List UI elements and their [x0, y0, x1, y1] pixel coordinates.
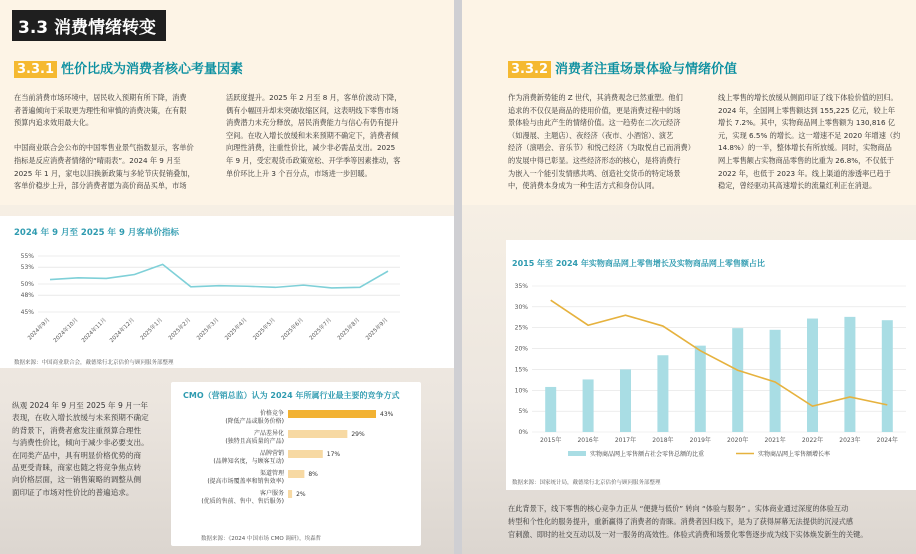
paragraph-col2: 线上零售的增长放缓从侧面印证了线下体验价值的回归。 2024 年，全国网上零售额达到 155,225 亿元，较上年 增长 7.2%。其中，实物商品网上零售额为 130,816 亿 元，实现 6.5% 的增长。这一增速不足 2020 年增速（约 14.8%）的一半，整体增长有所放缓。同时，实物商品 网上零售额占实物商品零售的比重为 26.8%，不仅低于 2022 年，也低于 2023 年。线上渠道的渗透率已趋于 稳定，曾经驱动其高速增长的流量红利正在消退。 [718, 93, 901, 191]
bar [844, 317, 855, 432]
page-gutter [454, 0, 462, 554]
x-tick-label: 2025年5月 [252, 317, 277, 342]
y-tick-label: 50% [20, 281, 34, 288]
bar [583, 379, 594, 432]
category-label: (优质的售前、售中、售后服务) [201, 498, 284, 505]
x-tick-label: 2017年 [614, 437, 637, 444]
bar [732, 328, 743, 432]
bar [882, 320, 893, 432]
chart-source: 数据来源：国家统计局，戴德梁行北京估价与顾问服务部整理 [512, 480, 661, 486]
x-tick-label: 2016年 [577, 437, 599, 444]
y-tick-label: 45% [20, 309, 34, 316]
x-tick-label: 2025年3月 [196, 317, 221, 342]
x-tick-label: 2024年12月 [109, 317, 136, 345]
x-tick-label: 2025年2月 [167, 317, 193, 342]
section-number: 3.3.2 [508, 61, 551, 78]
combo-chart [506, 260, 916, 480]
bottom-paragraph: 纵观 2024 年 9 月至 2025 年 9 月一年 表现，在收入增长放缓与未来预期不确定 的背景下，消费者愈发注重预算合理性 与消费性价比，倾向于减少非必要支出。 在同类产品中，具有明显价格优势的商 品更受青睐，商家也随之将竞争焦点转 向价格层面，这一销售策略的调整从侧 面印证了市场对性价比的普遍追求。 [12, 401, 149, 497]
y-tick-label: 15% [514, 366, 528, 374]
x-tick-label: 2021年 [764, 437, 786, 444]
section-title: 性价比成为消费者核心考量因素 [61, 62, 244, 77]
bar [807, 319, 818, 432]
y-tick-label: 25% [514, 324, 528, 332]
bar [695, 346, 706, 432]
hbar-chart-card [171, 382, 421, 546]
category-label: (独特且高质量的产品) [225, 438, 284, 445]
paragraph-col1: 作为消费新势能的 Z 世代，其消费观念已然重塑。他们 追求的不仅仅是商品的使用价值，更是消费过程中的场 景体验与由此产生的情绪价值。这一趋势在二次元经济 （如漫展、主题店）、夜经济（夜市、小酒馆）、演艺 经济（演唱会、音乐节）和悦己经济（为取悦自己而消费） 的发展中得已彰显。这些经济形态的核心，是将消费行 为嵌入一个能引发情感共鸣、创造社交货币的特定场景 中，使消费本身成为一种生活方式和身份认同。 [508, 93, 695, 191]
bar [288, 470, 304, 478]
legend-label: 实物商品网上零售额增长率 [758, 451, 831, 458]
bar [545, 387, 556, 432]
value-label: 17% [326, 451, 341, 458]
chart-source: 数据来源：《2024 中国市场 CMO 调研》，埃森哲 [201, 536, 322, 542]
bottom-paragraph: 在此背景下，线下零售的核心竞争力正从 “便捷与低价” 转向 “体验与服务” 。实体商业通过深度的体验互动 转型和个性化的服务提升，重新赢得了消费者的青睐。消费者因归线下，是为了获得屏幕无法提供的沉浸式感 官刺激、即时的社交互动以及一对一服务的高效性。体验式消费和场景化零售逐步成为线下实体焕发新生的关键。 [508, 504, 868, 539]
paragraph-col1: 在当前消费市场环境中，居民收入预期有所下降，消费 者普遍倾向于采取更为理性和审慎的消费决策，在有限 预算内追求效用最大化。 中国商业联合会公布的中国零售业景气指数显示，客单价 指标是反应消费者情绪的“晴雨表”。2024 年 9 月至 2025 年 1 月，家电以旧换新政策与多轮节庆促销叠加， 客单价稳步上升，部分消费者愿为高价商品买单，市场 [14, 93, 195, 191]
category-label: (降低产品或服务价格) [225, 418, 284, 425]
legend-label: 实物商品网上零售额占社会零售总额的比重 [590, 451, 705, 458]
category-label: 渠道管理 [259, 470, 284, 477]
section-heading [14, 58, 243, 78]
y-tick-label: 10% [514, 387, 528, 395]
y-tick-label: 53% [20, 264, 34, 272]
bar [288, 430, 347, 438]
value-label: 8% [308, 471, 318, 478]
y-tick-label: 55% [20, 253, 34, 260]
x-tick-label: 2015年 [540, 437, 562, 444]
right-page [462, 0, 916, 554]
x-tick-label: 2024年10月 [52, 317, 80, 345]
chart-title: 2015 年至 2024 年实物商品网上零售增长及实物商品网上零售额占比 [512, 259, 765, 268]
x-tick-label: 2024年9月 [27, 317, 52, 342]
left-page [0, 0, 454, 554]
value-label: 43% [380, 411, 394, 418]
x-tick-label: 2025年8月 [336, 317, 362, 342]
x-tick-label: 2024年 [876, 437, 898, 444]
section-title: 消费者注重场景体验与情绪价值 [555, 62, 738, 77]
x-tick-label: 2025年4月 [224, 317, 249, 342]
line-chart-card [0, 216, 454, 368]
hbar-chart [171, 404, 421, 534]
combo-chart-card [506, 240, 916, 490]
line-chart [0, 216, 454, 356]
x-tick-label: 2025年9月 [365, 317, 390, 342]
y-tick-label: 5% [518, 408, 528, 416]
y-tick-label: 20% [514, 345, 528, 353]
x-tick-label: 2019年 [689, 437, 711, 444]
bar [657, 355, 668, 432]
paragraph-col2: 活跃度提升。2025 年 2 月至 8 月，客单价波动下降， 偶有小幅回升却未突破收缩区间，这表明线下零售市场 消费潜力未充分释放，居民消费能力与信心有仍有提升 空间。在收入增长放缓和未来预期不确定下，消费者倾 向理性消费，注重性价比，减少非必需品支出。2025 年 9 月，受宏观货币政策宽松、开学季等因素推动，客 单价环比上升 3 个百分点，市场进一步回暖。 [226, 93, 402, 178]
bar [288, 450, 323, 458]
x-tick-label: 2023年 [839, 437, 861, 444]
x-tick-label: 2025年7月 [308, 317, 334, 342]
x-tick-label: 2020年 [727, 437, 749, 444]
value-label: 29% [351, 431, 365, 438]
value-label: 2% [296, 491, 306, 498]
section-heading [508, 58, 737, 78]
x-tick-label: 2025年1月 [139, 317, 165, 342]
category-label: (品牌知名度，与顾客互动) [213, 458, 284, 465]
series-line [50, 264, 388, 288]
y-tick-label: 48% [20, 292, 34, 300]
y-tick-label: 30% [514, 303, 528, 311]
x-tick-label: 2018年 [652, 437, 674, 444]
chart-title: 2024 年 9 月至 2025 年 9 月客单价指标 [14, 228, 179, 238]
bar [288, 410, 376, 418]
category-label: 客户服务 [259, 490, 284, 497]
x-tick-label: 2025年6月 [280, 317, 305, 342]
x-tick-label: 2024年11月 [80, 317, 108, 345]
category-label: 价格竞争 [259, 410, 284, 417]
y-tick-label: 35% [514, 283, 528, 290]
chart-title: CMO（营销总监）认为 2024 年所属行业最主要的竞争方式 [183, 391, 400, 400]
y-tick-label: 0% [518, 429, 528, 436]
category-label: (提高市场覆盖率和销售效率) [207, 478, 284, 485]
bar [288, 490, 292, 498]
chart-source: 数据来源：中国商业联合会，戴德梁行北京估价与顾问服务部整理 [14, 360, 174, 366]
category-label: 产品差异化 [253, 430, 284, 437]
chapter-title: 3.3 消费情绪转变 [12, 10, 166, 41]
legend-swatch-bar [568, 451, 586, 456]
x-tick-label: 2022年 [801, 437, 824, 444]
section-number: 3.3.1 [14, 61, 57, 78]
category-label: 品牌营销 [259, 450, 284, 457]
bar [620, 369, 631, 432]
